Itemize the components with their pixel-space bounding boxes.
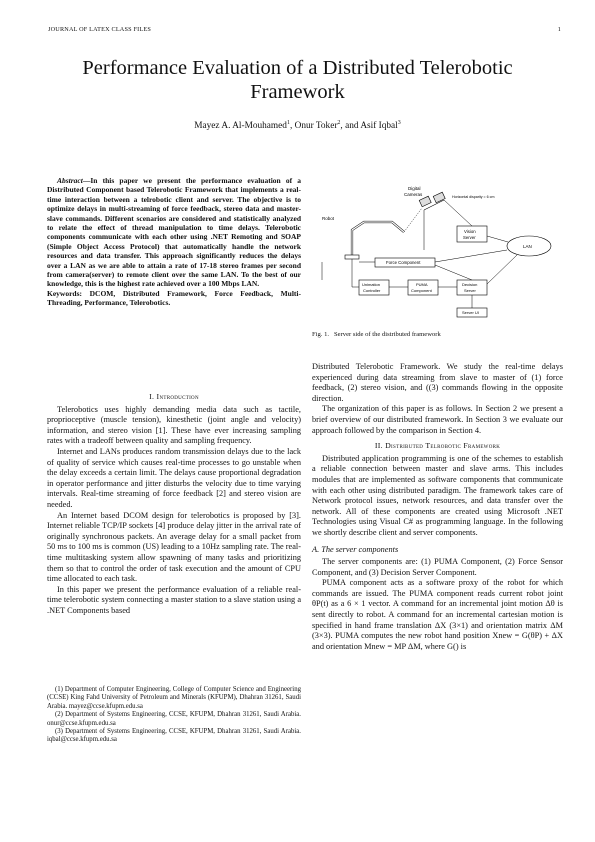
author-mark: 3 (397, 120, 401, 126)
keywords-label: Keywords: (47, 288, 82, 298)
camera-left (419, 196, 431, 207)
abstract-text: In this paper we present the performance evaluation of a Distributed Component based Telerobotic Framework that implements a real-time interaction between a telrobotic client and server. The objective is to optimize delays in multi-streaming of force feedback, stereo data and master-slave commands. Different scenarios are considered and statistically analyzed to relate the effect of thread manipulation to time delays. Telerobotic components communicate with each other using .NET Remoting and SOAP (Simple Object Access Protocol) that automatically handle the network resources and data transfer. This approach significantly reduces the delays over a LAN as we are able to attain a rate of 17-18 stereo frames per second from camera(server) to remote client over the same LAN. To the best of our knowledge, this is the highest rate achieved over a 100 Mbps LAN. (47, 176, 301, 289)
link-camera-vision (444, 200, 472, 226)
right-column-body (312, 362, 563, 652)
author-separator: , and (340, 121, 361, 132)
bus-line (487, 236, 508, 242)
paragraph: An Internet based DCOM design for telerobotics is proposed by [3]. Internet reliable TCP/IP sockets [4] produce delay jitter in the arrival rate of originally synchronous packets. An average delay for a small packet from 50 ms to 100 ms is common (US) leading to a 10Hz sampling rate. The real-time multitasking system allow spawning of many tasks and prioritizing them so that to control the order of task execution and the amount of CPU time allocated to each task. (47, 510, 301, 584)
label-disparity: Horizontal disparity = 6 cm (452, 195, 495, 199)
paragraph: The server components are: (1) PUMA Component, (2) Force Sensor Component, and (3) Decision Server Component. (312, 557, 563, 577)
author-name: Onur Toker (294, 121, 338, 132)
bus-line (435, 250, 507, 262)
figure-diagram (312, 180, 563, 328)
section-number: I. (149, 392, 155, 401)
robot-arm (352, 222, 404, 255)
section-introduction (47, 392, 301, 616)
abstract (47, 176, 301, 308)
label-force-component: Force Component (386, 260, 421, 265)
label-puma-1: PUMA (416, 282, 428, 287)
footnotes (47, 686, 301, 745)
author-list (40, 120, 555, 131)
section-heading (47, 392, 301, 403)
label-cameras-1: Digital (408, 186, 421, 191)
link-force-decision (435, 265, 472, 280)
paragraph: PUMA component acts as a software proxy of the robot for which commands are issued. The PUMA component reads current robot joint θP(t) as a 6 × 1 vector. A command for an incremental joint motion Δθ is sent directly to robot. A command for an incremental cartesian motion is specified in hand frame translation ΔX (3×1) and orientation matrix ΔM (3×3). PUMA computes the new robot hand position Xnew = G(θP) + ΔX and orientation Mnew = MP ΔM, where G() is (312, 578, 563, 651)
label-puma-2: Component (411, 288, 432, 293)
camera-right (433, 192, 445, 203)
label-vision-server-2: Server (463, 235, 476, 240)
paragraph: The organization of this paper is as follows. In Section 2 we present a brief overview of our distributed framework. In Section 3 we evaluate our approach followed by the comparison in Section 4. (312, 404, 563, 435)
author-name: Mayez A. Al-Mouhamed (194, 121, 287, 132)
robot-arm-inner (352, 222, 404, 255)
camera-sightline (404, 208, 422, 232)
section-heading (312, 441, 563, 452)
footnote: (2) Department of Systems Engineering, CCSE, KFUPM, Dhahran 31261, Saudi Arabia. onur@ccse.kfupm.edu.sa (47, 711, 301, 727)
author-separator: , (289, 121, 295, 132)
label-lan: LAN (523, 244, 532, 249)
abstract-label: Abstract (57, 176, 83, 185)
author-mark: 2 (337, 120, 341, 126)
footnote: (3) Department of Systems Engineering, CCSE, KFUPM, Dhahran 31261, Saudi Arabia. iqbal@ccse.kfupm.edu.sa (47, 728, 301, 744)
section-title: Distributed Telrobotic Framework (385, 441, 501, 451)
label-cameras-2: Cameras (404, 192, 423, 197)
figure-caption-label: Fig. 1. (312, 331, 330, 338)
paper-title: Performance Evaluation of a Distributed Telerobotic Framework (82, 57, 513, 103)
label-unimation-1: Unimation (362, 282, 381, 287)
paragraph: In this paper we present the performance evaluation of a reliable real-time telerobotic system connecting a master station to a slave station using a .NET Components based (47, 584, 301, 615)
figure-caption-text: Server side of the distributed framework (334, 331, 441, 338)
author-name: Asif Iqbal (360, 121, 398, 132)
paragraph: Internet and LANs produces random transmission delays due to the lack of quality of service which causes real-time processes to go unstable when the delay exceeds a certain limit. The delays cause proportional degradation in operator performance and jitter disturbs the velocity due to time varying intervals. Real-time streaming of force feedback [2] and stereo vision are needed. (47, 446, 301, 509)
section-number: II. (374, 441, 383, 451)
page-number: 1 (557, 26, 561, 33)
keywords-text: DCOM, Distributed Framework, Force Feedback, Multi-Threading, Performance, Telerobotics. (47, 288, 301, 308)
section-title: Introduction (156, 392, 199, 401)
author-mark: 1 (286, 120, 290, 126)
robot-base (345, 255, 359, 259)
paragraph: Telerobotics uses highly demanding media data such as tactile, proprioceptive (muscle tension), kinesthetic (joint angle and velocity) information, and stereo vision [1]. These have ever increasing sampling rates with a tradeoff between quality and sampling frequency. (47, 404, 301, 446)
paragraph: Distributed application programming is one of the schemes to establish a reliable connection between master and slave arms. This includes modules that are implemented as software components that communicate with each other using distributed paradigm. The framework takes care of Network protocol issues, network resources, and data transfer over the network. All of these components are created using Microsoft .NET Technologies using Visual C# as programming language. In the following we shortly describe client and server components. (312, 453, 563, 537)
label-decision-1: Decision (462, 282, 478, 287)
running-head (48, 26, 561, 33)
footnote: (1) Department of Computer Engineering, College of Computer Science and Engineering (CCSE) King Fahd University of Petroleum and Minerals (KFUPM), Dhahran 31261, Saudi Arabia. mayez@ccse.kfupm.edu.sa (47, 686, 301, 710)
label-unimation-2: Controller (363, 288, 381, 293)
journal-name: JOURNAL OF LATEX CLASS FILES (48, 26, 152, 33)
label-decision-2: Server (464, 288, 476, 293)
label-robot: Robot (322, 216, 335, 221)
subsection-title: A. The server components (312, 544, 399, 554)
label-server-ui: Server UI (462, 310, 479, 315)
label-vision-server-1: Vision (464, 229, 476, 234)
paragraph: Distributed Telerobotic Framework. We study the real-time delays experienced during data streaming from slave to master of (1) force feedback, (2) stereo vision, and ((3) commands flowing in the opposite direction. (312, 362, 563, 403)
link-decision-lan (487, 255, 517, 284)
figure-caption (312, 331, 441, 338)
abstract-dash: — (82, 176, 91, 185)
